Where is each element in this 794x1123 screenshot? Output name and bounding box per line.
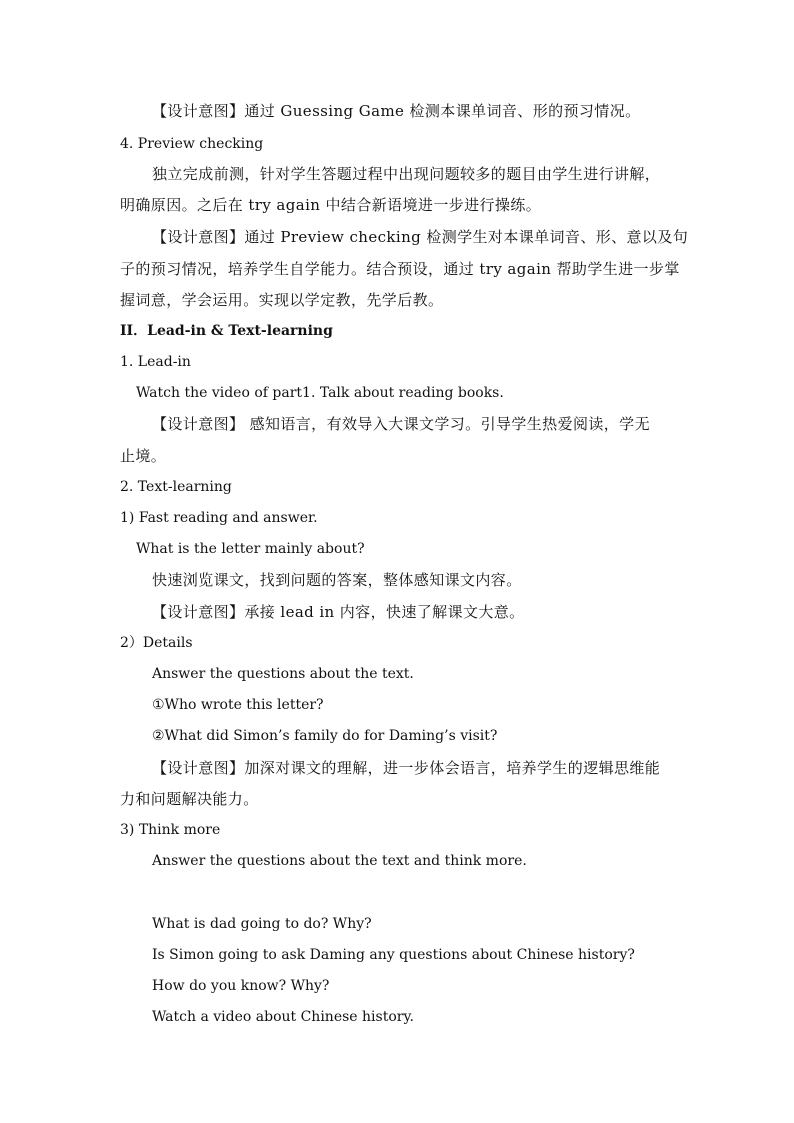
design-intent-fast-reading: 【设计意图】承接 lead in 内容，快速了解课文大意。	[152, 603, 525, 621]
paragraph-pretest-line-1: 独立完成前测，针对学生答题过程中出现问题较多的题目由学生进行讲解，	[152, 165, 661, 183]
design-intent-details-line-1: 【设计意图】加深对课文的理解，进一步体会语言，培养学生的逻辑思维能	[152, 759, 661, 777]
step-fast-reading: 1) Fast reading and answer.	[120, 510, 318, 526]
step-think-more: 3) Think more	[120, 822, 221, 838]
fast-reading-instruction: 快速浏览课文，找到问题的答案，整体感知课文内容。	[152, 571, 522, 589]
subheading-lead-in: 1. Lead-in	[120, 354, 191, 370]
question-letter-about: What is the letter mainly about?	[136, 541, 365, 557]
details-question-1: ①Who wrote this letter?	[152, 697, 324, 713]
think-more-question-3: How do you know? Why?	[152, 978, 330, 994]
section-heading-lead-in: II．Lead-in & Text-learning	[120, 323, 333, 339]
design-intent-lead-in-line-1: 【设计意图】 感知语言，有效导入大课文学习。引导学生热爱阅读，学无	[152, 415, 650, 433]
design-intent-lead-in-line-2: 止境。	[120, 447, 167, 465]
design-intent-preview-line-2: 子的预习情况，培养学生自学能力。结合预设，通过 try again 帮助学生进一步掌	[120, 260, 680, 278]
subheading-text-learning: 2. Text-learning	[120, 479, 232, 495]
think-more-instruction: Answer the questions about the text and think more.	[152, 853, 527, 869]
paragraph-pretest-line-2: 明确原因。之后在 try again 中结合新语境进一步进行操练。	[120, 196, 542, 214]
design-intent-preview-line-1: 【设计意图】通过 Preview checking 检测学生对本课单词音、形、意以及句	[152, 228, 689, 246]
design-intent-guessing: 【设计意图】通过 Guessing Game 检测本课单词音、形的预习情况。	[152, 102, 641, 120]
details-instruction: Answer the questions about the text.	[152, 666, 414, 682]
step-details: 2）Details	[120, 635, 193, 651]
think-more-video: Watch a video about Chinese history.	[152, 1009, 414, 1025]
design-intent-preview-line-3: 握词意，学会运用。实现以学定教，先学后教。	[120, 291, 444, 309]
think-more-question-1: What is dad going to do? Why?	[152, 916, 372, 932]
lead-in-activity: Watch the video of part1. Talk about reading books.	[136, 385, 504, 401]
heading-preview-checking: 4. Preview checking	[120, 136, 264, 152]
details-question-2: ②What did Simon’s family do for Daming’s visit?	[152, 728, 498, 744]
think-more-question-2: Is Simon going to ask Daming any questions about Chinese history?	[152, 947, 635, 963]
design-intent-details-line-2: 力和问题解决能力。	[120, 790, 259, 808]
